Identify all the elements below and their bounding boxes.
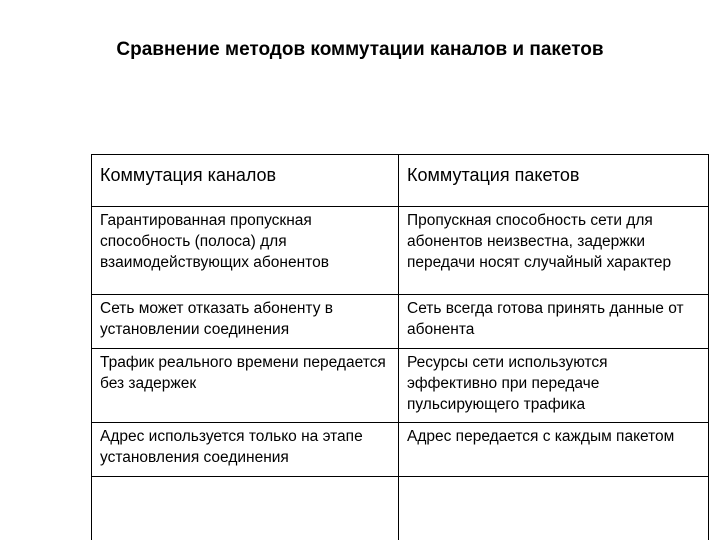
table-cell-circuit: Гарантированная пропускная способность (полоса) для взаимодействующих абонентов xyxy=(92,207,399,295)
table-cell-circuit: Сеть может отказать абоненту в установлении соединения xyxy=(92,295,399,349)
table-cell-packet: Пропускная способность сети для абонентов неизвестна, задержки передачи носят случайный характер xyxy=(399,207,709,295)
slide-title: Сравнение методов коммутации каналов и пакетов xyxy=(116,39,604,60)
table-row xyxy=(92,207,709,295)
table-row xyxy=(92,423,709,477)
table-cell-packet: Сеть всегда готова принять данные от абонента xyxy=(399,295,709,349)
table-row xyxy=(92,349,709,423)
table-row xyxy=(92,295,709,349)
table-row-empty xyxy=(92,477,709,540)
table-cell-circuit xyxy=(92,477,399,540)
header-circuit-switching: Коммутация каналов xyxy=(92,155,399,207)
header-packet-switching: Коммутация пакетов xyxy=(399,155,709,207)
table-cell-packet: Ресурсы сети используются эффективно при передаче пульсирующего трафика xyxy=(399,349,709,423)
table-cell-packet xyxy=(399,477,709,540)
comparison-table xyxy=(91,154,709,540)
table-cell-circuit: Адрес используется только на этапе установления соединения xyxy=(92,423,399,477)
table-cell-circuit: Трафик реального времени передается без задержек xyxy=(92,349,399,423)
table-cell-packet: Адрес передается с каждым пакетом xyxy=(399,423,709,477)
table-header-row xyxy=(92,155,709,207)
